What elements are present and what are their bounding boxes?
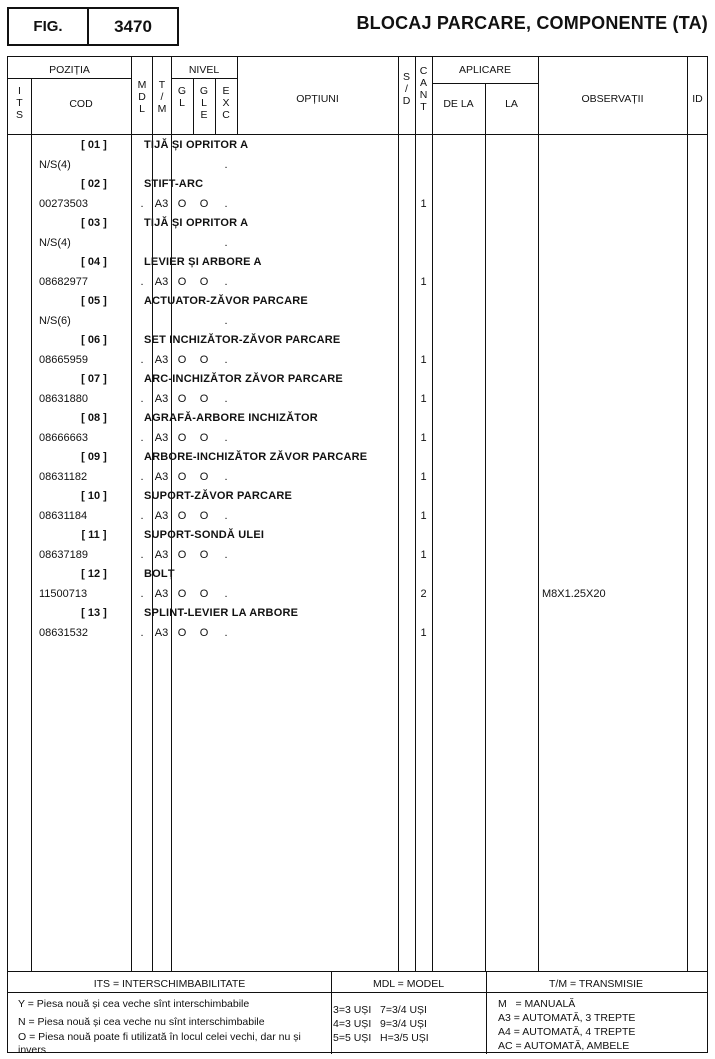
part-mdl: . bbox=[140, 393, 144, 405]
part-tm: A3 bbox=[154, 627, 169, 639]
part-position: [ 05 ] bbox=[81, 295, 107, 307]
legend-mdl-line: 5=5 UȘI H=3/5 UȘI bbox=[333, 1032, 429, 1044]
part-name: SUPORT-SONDĂ ULEI bbox=[144, 529, 265, 541]
part-cant: 2 bbox=[420, 588, 427, 600]
part-name: TIJĂ ȘI OPRITOR A bbox=[144, 139, 249, 151]
part-cant: 1 bbox=[420, 471, 427, 483]
grid-hline bbox=[8, 971, 708, 972]
part-exc: . bbox=[224, 588, 228, 600]
page-title: BLOCAJ PARCARE, COMPONENTE (TA) bbox=[356, 13, 708, 33]
part-name: TIJĂ ȘI OPRITOR A bbox=[144, 217, 249, 229]
legend-tm-line: M = MANUALĂ bbox=[498, 998, 576, 1010]
col-observatii: OBSERVAȚII bbox=[581, 93, 644, 105]
part-gle: O bbox=[199, 549, 209, 561]
part-tm: A3 bbox=[154, 354, 169, 366]
part-exc: . bbox=[224, 549, 228, 561]
part-mdl: . bbox=[140, 432, 144, 444]
part-exc: . bbox=[224, 276, 228, 288]
part-tm: A3 bbox=[154, 432, 169, 444]
col-la: LA bbox=[505, 98, 518, 110]
col-mdl: M D L bbox=[137, 79, 147, 115]
col-its: I T S bbox=[15, 85, 23, 121]
col-exc: E X C bbox=[222, 85, 230, 121]
col-pozitia: POZIȚIA bbox=[49, 64, 90, 76]
grid-vline bbox=[152, 57, 153, 971]
part-position: [ 12 ] bbox=[81, 568, 107, 580]
part-position: [ 10 ] bbox=[81, 490, 107, 502]
legend-its-line: N = Piesa nouă și cea veche nu sînt interschimbabile bbox=[18, 1016, 265, 1028]
fig-label: FIG. bbox=[9, 9, 89, 44]
part-gle: O bbox=[199, 471, 209, 483]
part-code: N/S(4) bbox=[39, 159, 71, 171]
part-position: [ 13 ] bbox=[81, 607, 107, 619]
legend-its-line: O = Piesa nouă poate fi utilizată în locul celei vechi, dar nu și invers bbox=[18, 1031, 301, 1056]
part-position: [ 08 ] bbox=[81, 412, 107, 424]
part-exc: . bbox=[224, 627, 228, 639]
grid-hline bbox=[8, 992, 708, 993]
col-sd: S / D bbox=[402, 71, 411, 107]
grid-vline bbox=[486, 971, 487, 1054]
part-mdl: . bbox=[140, 198, 144, 210]
col-tm: T / M bbox=[157, 79, 167, 115]
col-cant: C A N T bbox=[419, 65, 428, 113]
fig-number: 3470 bbox=[114, 16, 152, 36]
part-cant: 1 bbox=[420, 198, 427, 210]
legend-mdl-title: MDL = MODEL bbox=[372, 978, 445, 990]
part-code: 08631182 bbox=[39, 471, 88, 483]
part-position: [ 02 ] bbox=[81, 178, 107, 190]
grid-vline bbox=[31, 134, 32, 971]
part-tm: A3 bbox=[154, 549, 169, 561]
part-tm: A3 bbox=[154, 393, 169, 405]
part-tm: A3 bbox=[154, 471, 169, 483]
part-cant: 1 bbox=[420, 393, 427, 405]
grid-vline bbox=[193, 78, 194, 134]
part-gl: O bbox=[177, 276, 187, 288]
col-dela: DE LA bbox=[443, 98, 474, 110]
part-exc: . bbox=[224, 510, 228, 522]
part-tm: A3 bbox=[154, 198, 169, 210]
part-name: ARC-INCHIZĂTOR ZĂVOR PARCARE bbox=[144, 373, 343, 385]
part-name: SET INCHIZĂTOR-ZĂVOR PARCARE bbox=[144, 334, 341, 346]
col-cod: COD bbox=[69, 98, 93, 110]
grid-vline bbox=[687, 57, 688, 971]
part-exc: . bbox=[224, 315, 228, 327]
part-name: ACTUATOR-ZĂVOR PARCARE bbox=[144, 295, 308, 307]
legend-its-title: ITS = INTERSCHIMBABILITATE bbox=[93, 978, 246, 990]
grid-vline bbox=[215, 78, 216, 134]
part-cant: 1 bbox=[420, 627, 427, 639]
part-name: AGRAFĂ-ARBORE INCHIZĂTOR bbox=[144, 412, 318, 424]
part-gle: O bbox=[199, 432, 209, 444]
col-id: ID bbox=[692, 93, 703, 105]
part-exc: . bbox=[224, 354, 228, 366]
legend-its-line: Y = Piesa nouă și cea veche sînt interschimbabile bbox=[18, 998, 250, 1010]
part-gle: O bbox=[199, 354, 209, 366]
part-exc: . bbox=[224, 432, 228, 444]
part-code: 08631880 bbox=[39, 393, 88, 405]
part-mdl: . bbox=[140, 510, 144, 522]
part-gl: O bbox=[177, 432, 187, 444]
part-name: BOLȚ bbox=[144, 568, 175, 580]
figure-box bbox=[7, 7, 179, 46]
part-gle: O bbox=[199, 627, 209, 639]
part-gl: O bbox=[177, 198, 187, 210]
part-exc: . bbox=[224, 471, 228, 483]
legend-mdl-line: 3=3 UȘI 7=3/4 UȘI bbox=[333, 1004, 427, 1016]
part-name: LEVIER ȘI ARBORE A bbox=[144, 256, 262, 268]
grid-vline bbox=[31, 78, 32, 134]
part-name: ARBORE-INCHIZĂTOR ZĂVOR PARCARE bbox=[144, 451, 368, 463]
grid-vline bbox=[131, 57, 132, 971]
grid-vline bbox=[237, 57, 238, 134]
col-gle: G L E bbox=[199, 85, 209, 121]
part-name: SUPORT-ZĂVOR PARCARE bbox=[144, 490, 293, 502]
part-observatii: M8X1.25X20 bbox=[542, 588, 606, 600]
legend-tm-line: AC = AUTOMATĂ, AMBELE bbox=[498, 1040, 630, 1052]
grid-vline bbox=[538, 57, 539, 971]
part-code: 08637189 bbox=[39, 549, 88, 561]
grid-vline bbox=[432, 57, 433, 971]
part-gle: O bbox=[199, 276, 209, 288]
part-code: N/S(4) bbox=[39, 237, 71, 249]
part-code: 11500713 bbox=[39, 588, 88, 600]
part-name: STIFT-ARC bbox=[144, 178, 204, 190]
parts-table bbox=[7, 56, 708, 1056]
part-mdl: . bbox=[140, 471, 144, 483]
part-mdl: . bbox=[140, 627, 144, 639]
part-code: 08682977 bbox=[39, 276, 88, 288]
part-code: 08631532 bbox=[39, 627, 88, 639]
part-position: [ 03 ] bbox=[81, 217, 107, 229]
part-tm: A3 bbox=[154, 588, 169, 600]
part-position: [ 04 ] bbox=[81, 256, 107, 268]
part-code: 08631184 bbox=[39, 510, 88, 522]
part-position: [ 06 ] bbox=[81, 334, 107, 346]
part-mdl: . bbox=[140, 276, 144, 288]
part-code: 08666663 bbox=[39, 432, 88, 444]
col-gl: G L bbox=[177, 85, 187, 109]
part-gl: O bbox=[177, 588, 187, 600]
part-mdl: . bbox=[140, 354, 144, 366]
part-gle: O bbox=[199, 510, 209, 522]
part-gle: O bbox=[199, 198, 209, 210]
part-name: SPLINT-LEVIER LA ARBORE bbox=[144, 607, 299, 619]
part-exc: . bbox=[224, 237, 228, 249]
part-gl: O bbox=[177, 510, 187, 522]
grid-hline bbox=[8, 78, 131, 79]
grid-vline bbox=[485, 83, 486, 971]
legend-mdl-line: 4=3 UȘI 9=3/4 UȘI bbox=[333, 1018, 427, 1030]
legend-tm-line: A3 = AUTOMATĂ, 3 TREPTE bbox=[498, 1012, 636, 1024]
part-gl: O bbox=[177, 393, 187, 405]
legend-tm-title: T/M = TRANSMISIE bbox=[548, 978, 644, 990]
part-position: [ 11 ] bbox=[81, 529, 107, 541]
part-cant: 1 bbox=[420, 510, 427, 522]
part-position: [ 09 ] bbox=[81, 451, 107, 463]
part-position: [ 01 ] bbox=[81, 139, 107, 151]
part-exc: . bbox=[224, 198, 228, 210]
part-gl: O bbox=[177, 549, 187, 561]
col-nivel: NIVEL bbox=[188, 64, 220, 76]
col-aplicare: APLICARE bbox=[459, 64, 511, 76]
part-gle: O bbox=[199, 393, 209, 405]
part-tm: A3 bbox=[154, 510, 169, 522]
grid-hline bbox=[8, 134, 708, 135]
part-exc: . bbox=[224, 393, 228, 405]
part-exc: . bbox=[224, 159, 228, 171]
part-cant: 1 bbox=[420, 354, 427, 366]
part-cant: 1 bbox=[420, 549, 427, 561]
part-code: N/S(6) bbox=[39, 315, 71, 327]
part-gl: O bbox=[177, 471, 187, 483]
legend-tm-line: A4 = AUTOMATĂ, 4 TREPTE bbox=[498, 1026, 636, 1038]
part-gle: O bbox=[199, 588, 209, 600]
part-tm: A3 bbox=[154, 276, 169, 288]
part-code: 00273503 bbox=[39, 198, 88, 210]
grid-hline bbox=[171, 78, 237, 79]
part-cant: 1 bbox=[420, 276, 427, 288]
grid-vline bbox=[331, 971, 332, 1054]
grid-vline bbox=[398, 57, 399, 971]
grid-vline bbox=[415, 57, 416, 971]
grid-vline bbox=[171, 57, 172, 971]
part-cant: 1 bbox=[420, 432, 427, 444]
part-position: [ 07 ] bbox=[81, 373, 107, 385]
part-code: 08665959 bbox=[39, 354, 88, 366]
part-mdl: . bbox=[140, 588, 144, 600]
part-mdl: . bbox=[140, 549, 144, 561]
part-gl: O bbox=[177, 627, 187, 639]
part-gl: O bbox=[177, 354, 187, 366]
col-optiuni: OPȚIUNI bbox=[296, 93, 339, 105]
